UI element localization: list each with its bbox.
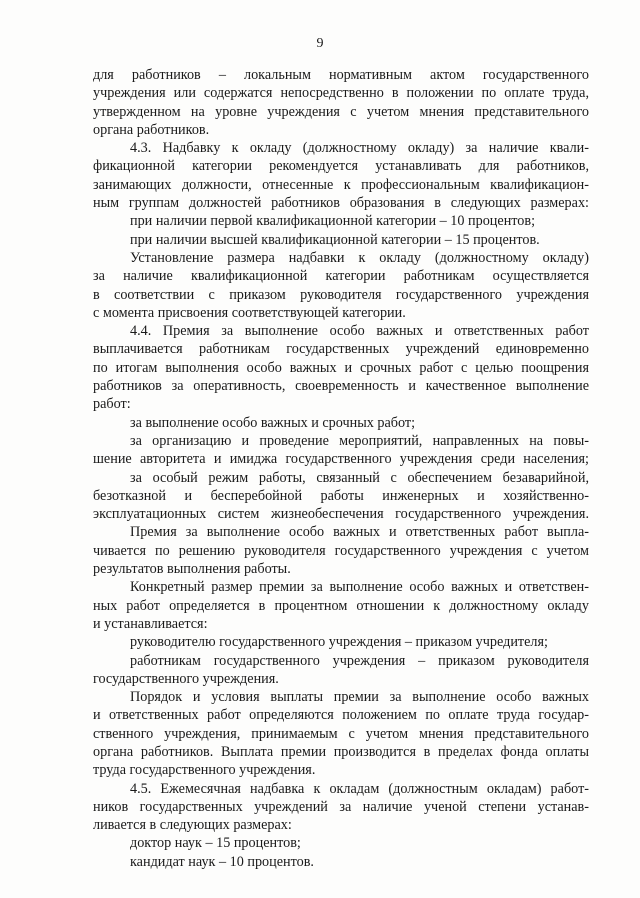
text-line: органа работников. — [93, 121, 210, 138]
text-line: за наличие квалификационной категории работникам осуществляется — [93, 268, 589, 285]
text-line: государственного учреждения. — [93, 670, 279, 687]
text-line: и устанавливается: — [93, 615, 208, 632]
text-line: 4.3. Надбавку к окладу (должностному окладу) за наличие квали- — [130, 140, 589, 157]
text-line: Порядок и условия выплаты премии за выполнение особо важных — [130, 689, 589, 706]
text-line: с момента присвоения соответствующей категории. — [93, 304, 406, 321]
text-line: и ответственных работ определяются положением по оплате труда государ- — [93, 707, 589, 724]
text-line: в соответствии с приказом руководителя государственного учреждения — [93, 286, 589, 303]
text-line: работников за оперативность, своевременность и качественное выполнение — [93, 378, 589, 395]
text-line: Премия за выполнение особо важных и ответственных работ выпла- — [130, 524, 589, 541]
text-line: при наличии первой квалификационной категории – 10 процентов; — [130, 213, 536, 230]
text-line: выплачивается работникам государственных учреждений единовременно — [93, 341, 589, 358]
text-line: ливается в следующих размерах: — [93, 817, 292, 834]
page-number: 9 — [316, 36, 324, 51]
text-line: за выполнение особо важных и срочных работ; — [130, 414, 416, 431]
text-line: работникам государственного учреждения – приказом руководителя — [130, 652, 589, 669]
text-line: за организацию и проведение мероприятий, направленных на повы- — [130, 432, 589, 449]
text-line: ников государственных учреждений за наличие ученой степени устанав- — [93, 798, 589, 815]
text-line: утвержденном на уровне учреждения с учетом мнения представительного — [93, 103, 589, 120]
text-line: доктор наук – 15 процентов; — [130, 835, 301, 852]
text-line: органа работников. Выплата премии производится в пределах фонда оплаты — [93, 743, 589, 760]
text-line: учреждения или содержатся непосредственно в положении по оплате труда, — [93, 85, 589, 102]
text-line: фикационной категории рекомендуется устанавливать для работников, — [93, 158, 589, 175]
text-line: 4.4. Премия за выполнение особо важных и ответственных работ — [130, 323, 589, 340]
text-line: за особый режим работы, связанный с обеспечением безаварийной, — [130, 469, 589, 486]
text-line: безотказной и бесперебойной работы инженерных и хозяйственно- — [93, 487, 589, 504]
document-body — [93, 66, 589, 871]
text-line: шение авторитета и имиджа государственного учреждения среди населения; — [93, 451, 589, 468]
text-line: Установление размера надбавки к окладу (должностному окладу) — [130, 249, 589, 266]
text-line: ственного учреждения, принимаемым с учетом мнения представительного — [93, 725, 589, 742]
text-line: работ: — [93, 396, 131, 413]
text-line: по итогам выполнения особо важных и срочных работ с целью поощрения — [93, 359, 589, 376]
text-line: результатов выполнения работы. — [93, 561, 291, 578]
text-line: ных работ определяется в процентном отношении к должностному окладу — [93, 597, 589, 614]
text-line: занимающих должности, отнесенные к профессиональным квалификацион- — [93, 176, 589, 193]
text-line: для работников – локальным нормативным актом государственного — [93, 67, 589, 83]
text-line: эксплуатационных систем жизнеобеспечения государственного учреждения. — [93, 506, 589, 523]
text-line: чивается по решению руководителя государственного учреждения с учетом — [93, 542, 589, 559]
text-line: при наличии высшей квалификационной категории – 15 процентов. — [130, 231, 540, 248]
text-line: Конкретный размер премии за выполнение особо важных и ответствен- — [130, 579, 589, 596]
text-line: кандидат наук – 10 процентов. — [130, 853, 314, 870]
text-line: 4.5. Ежемесячная надбавка к окладам (должностным окладам) работ- — [130, 780, 589, 797]
text-line: ным группам должностей работников образования в следующих размерах: — [93, 195, 589, 212]
text-line: труда государственного учреждения. — [93, 762, 316, 779]
text-line: руководителю государственного учреждения – приказом учредителя; — [130, 634, 548, 651]
